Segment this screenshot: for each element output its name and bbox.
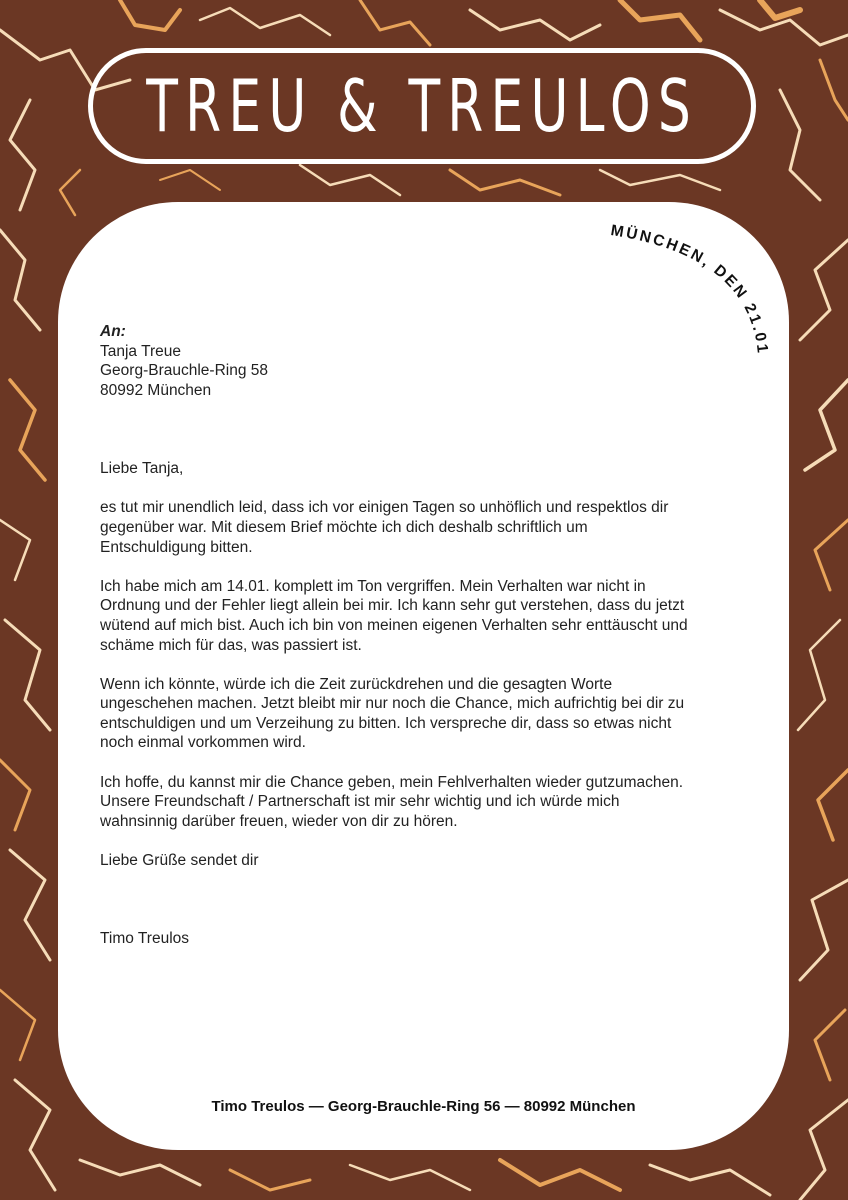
paragraph-line: es tut mir unendlich leid, dass ich vor einigen Tagen so unhöflich und respektlos dir [100,499,669,517]
paragraph-line: Entschuldigung bitten. [100,538,253,556]
recipient-name: Tanja Treue [100,342,181,360]
paragraph-line: Wenn ich könnte, würde ich die Zeit zurückdrehen und die gesagten Worte [100,675,613,693]
paragraph-line: wahnsinnig darüber freuen, wieder von dir zu hören. [100,812,458,830]
recipient-street: Georg-Brauchle-Ring 58 [100,362,269,380]
paragraph-line: ungeschehen machen. Jetzt bleibt mir nur noch die Chance, mich aufrichtig bei dir zu [100,695,685,713]
paragraph-line: wütend auf mich bist. Auch ich bin von meinen eigenen Verhalten sehr enttäuscht und [100,616,688,634]
paragraph-line: Ordnung und der Fehler liegt allein bei mir. Ich kann sehr gut verstehen, dass du jetzt [100,597,685,615]
signature: Timo Treulos [100,930,190,948]
footer-address: Timo Treulos — Georg-Brauchle-Ring 56 — 80992 München [211,1098,636,1115]
paragraph-line: noch einmal vorkommen wird. [100,734,306,752]
page-title: TREU & TREULOS [146,64,698,148]
paragraph-line: Ich habe mich am 14.01. komplett im Ton vergriffen. Mein Verhalten war nicht in [100,577,646,595]
title-banner [88,48,756,164]
closing: Liebe Grüße sendet dir [100,852,259,870]
paragraph-line: entschuldigen und um Verzeihung zu bitten. Ich verspreche dir, dass so etwas nicht [100,714,672,732]
date-text: MÜNCHEN, DEN 21.01. [556,182,772,357]
letter-body [100,322,740,949]
paragraph-line: Ich hoffe, du kannst mir die Chance geben, mein Fehlverhalten wieder gutzumachen. [100,773,684,791]
recipient-city: 80992 München [100,381,212,399]
paragraph-line: Unsere Freundschaft / Partnerschaft ist mir sehr wichtig und ich würde mich [100,793,620,811]
salutation: Liebe Tanja, [100,460,184,478]
paragraph-line: schäme mich für das, was passiert ist. [100,636,362,654]
paragraph-line: gegenüber war. Mit diesem Brief möchte ich dich deshalb schriftlich um [100,518,588,536]
recipient-label: An: [100,323,126,340]
